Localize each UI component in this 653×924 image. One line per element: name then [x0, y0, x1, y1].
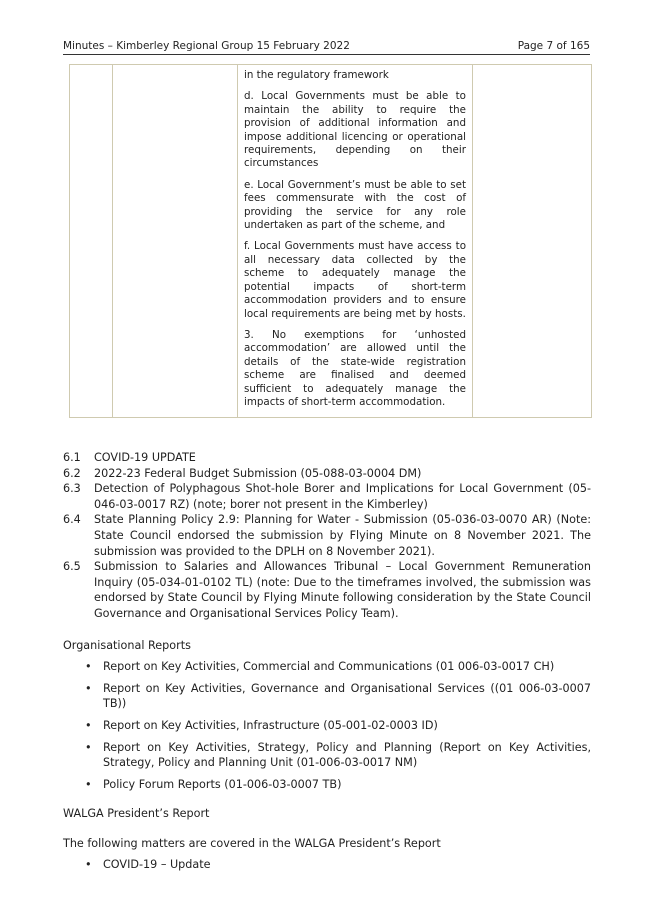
bullet-icon: • — [85, 740, 92, 754]
header-title: Minutes – Kimberley Regional Group 15 February 2022 — [63, 40, 350, 52]
item-number: 6.1 — [63, 451, 81, 464]
resolution-table-fragment — [69, 64, 592, 418]
list-item — [63, 740, 591, 771]
list-item-text: Report on Key Activities, Strategy, Policy and Planning (Report on Key Activities, Strategy, Policy and Planning Unit (01-006-03-0017 NM) — [103, 740, 591, 770]
org-reports-heading: Organisational Reports — [63, 638, 191, 652]
list-item — [63, 777, 591, 793]
table-paragraph: in the regulatory framework — [244, 69, 389, 81]
item-text: 2022-23 Federal Budget Submission (05-088-03-0004 DM) — [94, 466, 422, 480]
item-number: 6.5 — [63, 560, 81, 574]
numbered-item — [63, 559, 591, 621]
item-text: COVID-19 UPDATE — [94, 451, 196, 464]
list-item-text: Policy Forum Reports (01-006-03-0007 TB) — [103, 777, 342, 791]
walga-intro: The following matters are covered in the WALGA President’s Report — [63, 836, 441, 850]
table-cell-empty — [70, 65, 113, 418]
numbered-item — [63, 512, 591, 559]
table-paragraph: e. Local Government’s must be able to set fees commensurate with the cost of providing the service for any role undertaken as part of the scheme, and — [244, 178, 466, 232]
bullet-icon: • — [85, 718, 92, 732]
table-cell-text — [238, 65, 473, 418]
list-item-text: Report on Key Activities, Infrastructure (05-001-02-0003 ID) — [103, 718, 438, 732]
item-text: Submission to Salaries and Allowances Tribunal – Local Government Remuneration Inquiry (05-034-01-0102 TL) (note: Due to the timeframes involved, the submission was endorsed by State Council by Flying Minute following consideration by the State Council Governance and Organisational Services Policy Team). — [94, 560, 591, 620]
list-item-text: Report on Key Activities, Commercial and Communications (01 006-03-0017 CH) — [103, 660, 555, 674]
list-item — [63, 659, 591, 675]
table-paragraph: d. Local Governments must be able to maintain the ability to require the provision of additional information and impose additional licencing or operational requirements, depending on their circumstances — [244, 90, 466, 170]
page-number: Page 7 of 165 — [517, 40, 590, 52]
list-item-text: COVID-19 – Update — [103, 858, 211, 872]
bullet-icon: • — [85, 681, 92, 695]
bullet-icon: • — [85, 660, 92, 674]
table-cell-empty — [113, 65, 238, 418]
item-number: 6.3 — [63, 482, 81, 496]
table-paragraph: f. Local Governments must have access to all necessary data collected by the scheme to adequately manage the potential impacts of short-term accommodation providers and to ensure local requirements are being met by hosts. — [244, 240, 466, 320]
numbered-item — [63, 450, 591, 466]
list-item — [63, 857, 591, 873]
bullet-icon: • — [85, 777, 92, 791]
item-number: 6.2 — [63, 466, 81, 480]
page-body — [63, 450, 591, 879]
table-row — [70, 65, 592, 418]
org-reports-list — [63, 659, 591, 792]
page-header — [63, 40, 590, 55]
walga-heading: WALGA President’s Report — [63, 807, 210, 821]
list-item — [63, 718, 591, 734]
table-cell-empty — [473, 65, 592, 418]
numbered-item — [63, 466, 591, 482]
list-item-text: Report on Key Activities, Governance and Organisational Services ((01 006-03-0007 TB)) — [103, 681, 591, 711]
item-text: Detection of Polyphagous Shot-hole Borer and Implications for Local Government (05-046-03-0017 RZ) (note; borer not present in the Kimberley) — [94, 482, 591, 511]
list-item — [63, 681, 591, 712]
table-paragraph: 3. No exemptions for ‘unhosted accommodation’ are allowed until the details of the state-wide registration scheme are finalised and deemed sufficient to adequately manage the impacts of short-term accommodation. — [244, 328, 466, 408]
bullet-icon: • — [85, 858, 92, 872]
item-number: 6.4 — [63, 513, 81, 527]
numbered-item — [63, 481, 591, 512]
walga-list — [63, 857, 591, 873]
item-text: State Planning Policy 2.9: Planning for Water - Submission (05-036-03-0070 AR) (Note: State Council endorsed the submission by Flying Minute on 8 November 2021. The submission was provided to the DPLH on 8 November 2021). — [94, 513, 591, 558]
